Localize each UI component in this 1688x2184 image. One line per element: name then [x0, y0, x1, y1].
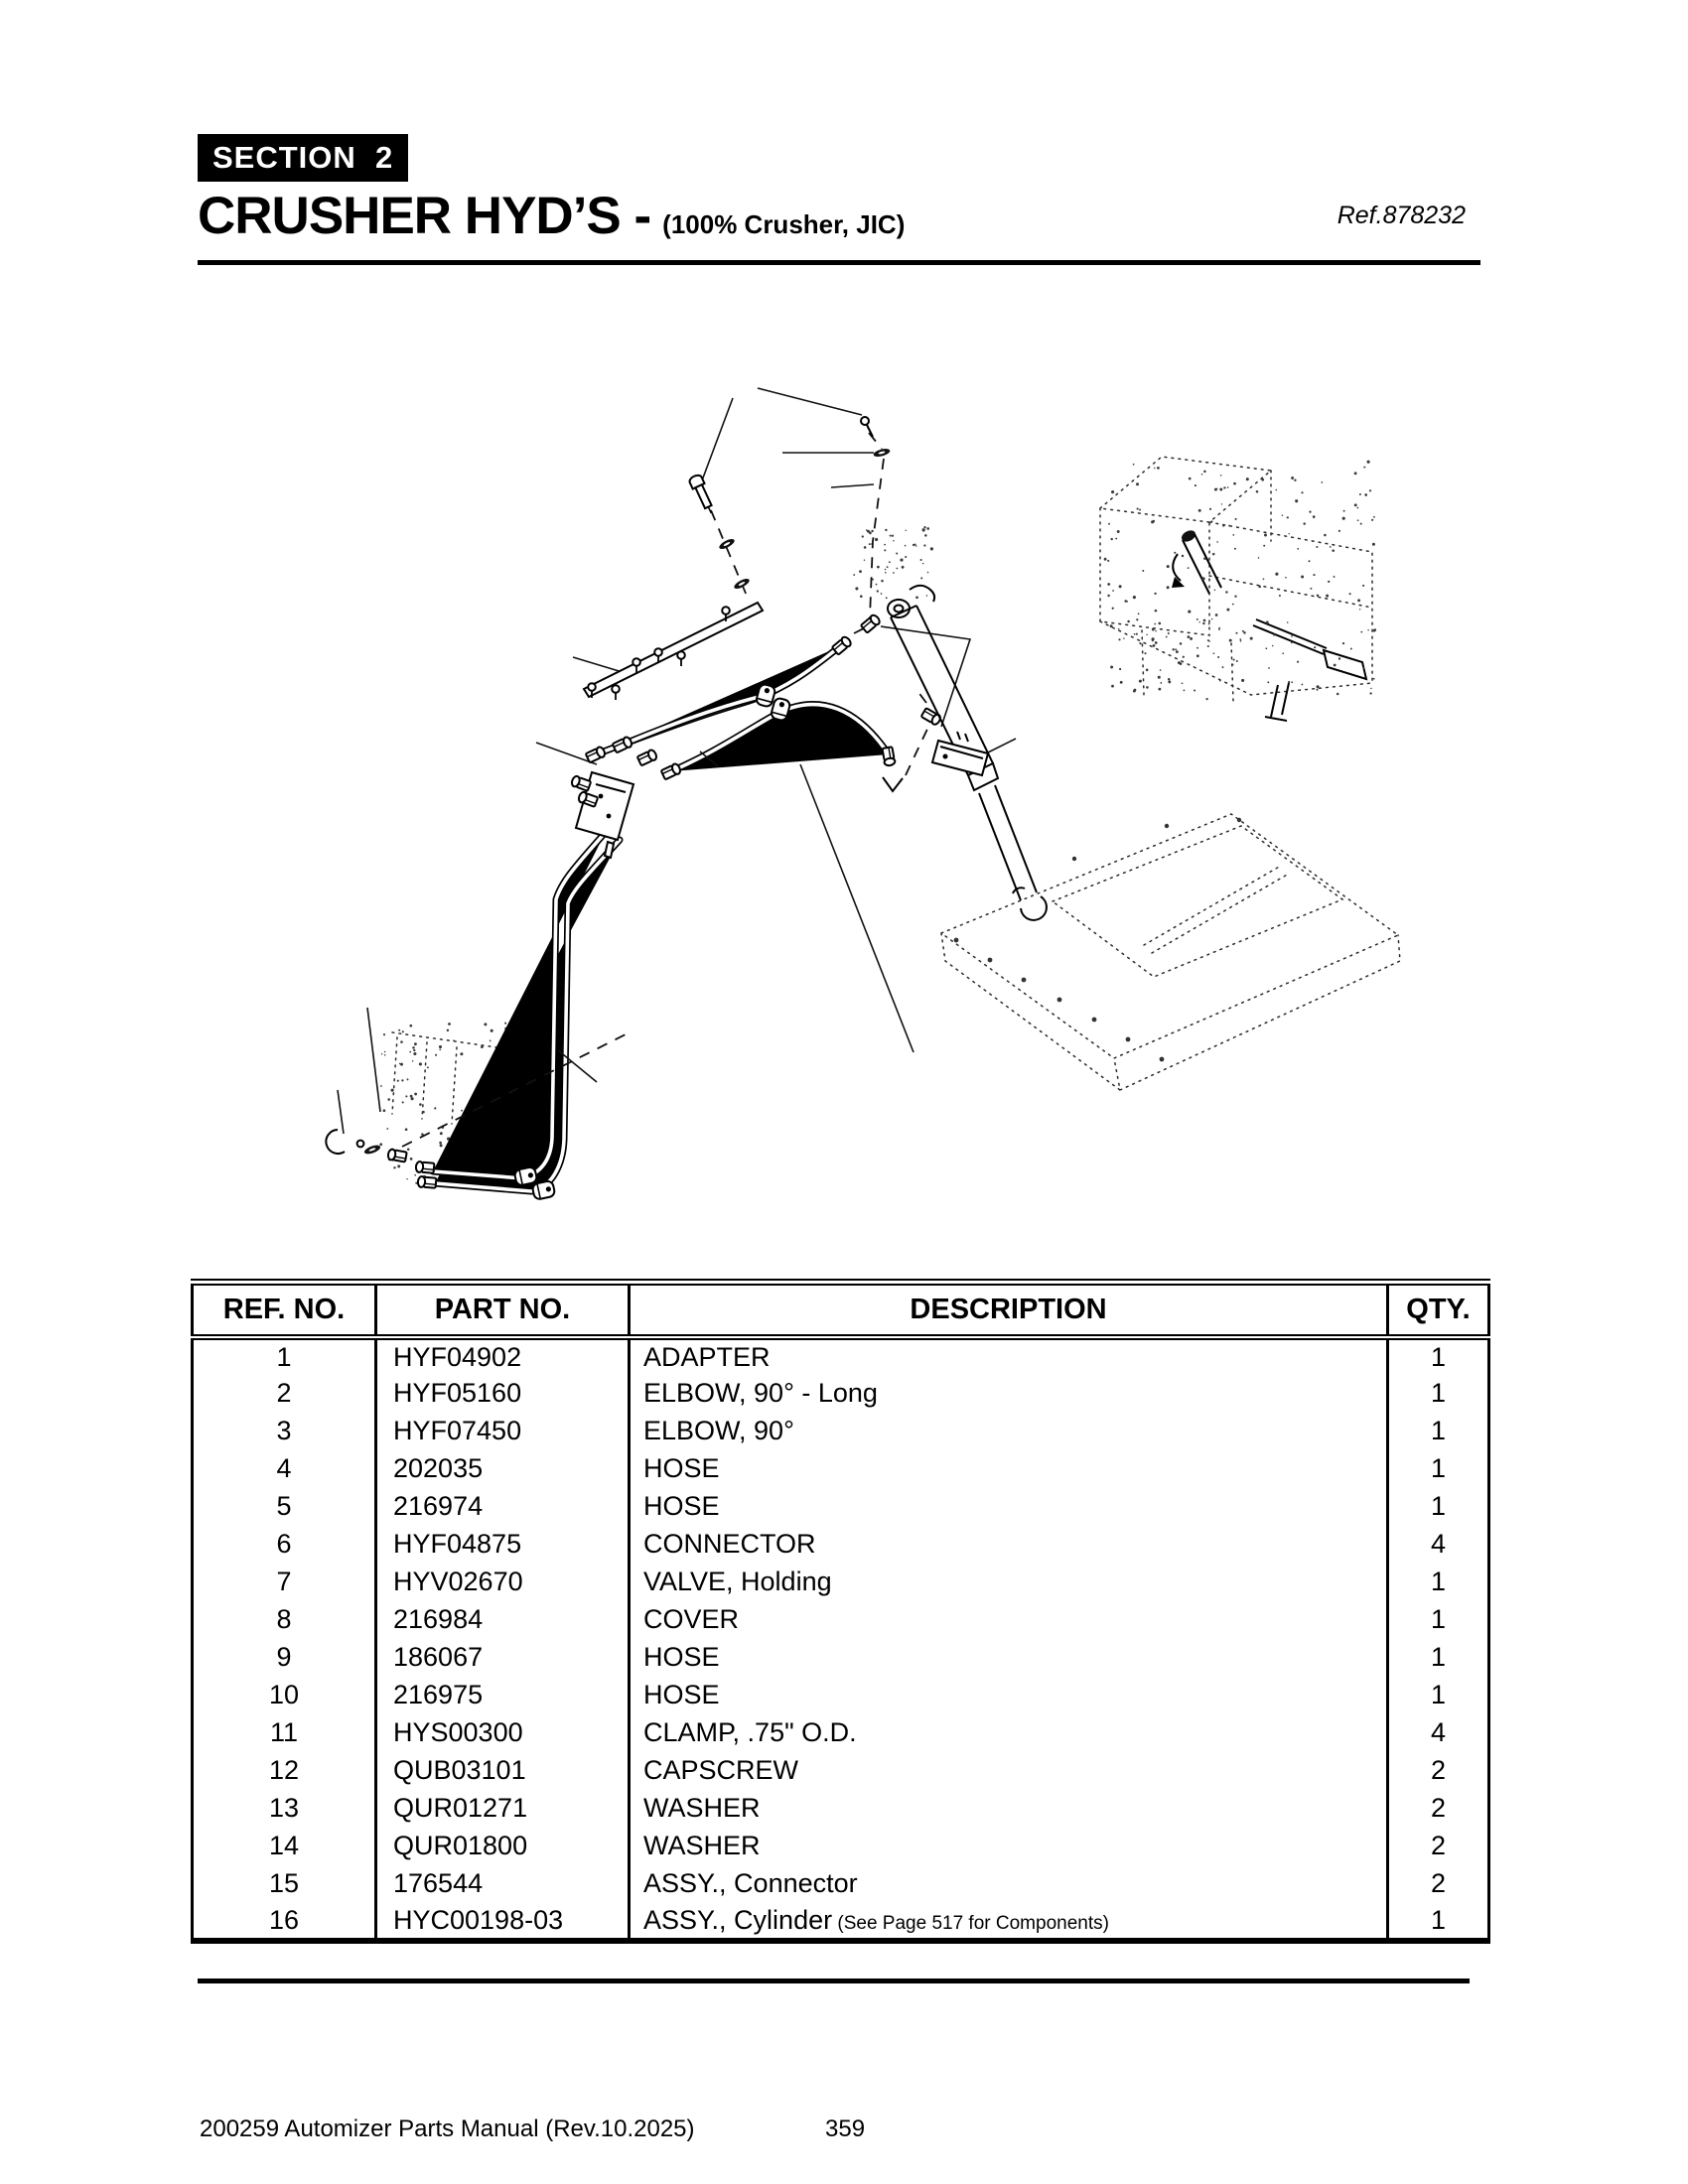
qty-cell: 2 — [1388, 1752, 1489, 1790]
ref-no-cell: 5 — [193, 1488, 376, 1526]
table-header-row — [193, 1283, 1489, 1337]
table-row — [193, 1413, 1489, 1450]
part-no-cell: QUB03101 — [376, 1752, 630, 1790]
qty-cell: 2 — [1388, 1790, 1489, 1828]
table-row — [193, 1337, 1489, 1375]
qty-cell: 1 — [1388, 1450, 1489, 1488]
table-row — [193, 1828, 1489, 1865]
table-row — [193, 1790, 1489, 1828]
table-row — [193, 1375, 1489, 1413]
part-no-cell: QUR01800 — [376, 1828, 630, 1865]
description-cell: ASSY., Connector — [630, 1865, 1388, 1903]
page-subtitle: (100% Crusher, JIC) — [662, 209, 906, 239]
hose-assembly — [433, 646, 903, 1191]
assembly-dashed-lines — [402, 433, 929, 1147]
description-cell: CONNECTOR — [630, 1526, 1388, 1564]
qty-cell: 1 — [1388, 1413, 1489, 1450]
footer-page-number: 359 — [825, 2116, 866, 2142]
qty-cell: 1 — [1388, 1601, 1489, 1639]
page-title: CRUSHER HYD’S - — [198, 187, 651, 245]
exploded-parts-diagram — [199, 377, 1440, 1281]
qty-cell: 1 — [1388, 1337, 1489, 1375]
header-rule — [198, 260, 1480, 265]
table-row — [193, 1677, 1489, 1714]
part-no-cell: 202035 — [376, 1450, 630, 1488]
parts-table — [191, 1279, 1490, 1944]
capscrew-and-washers — [688, 417, 891, 591]
deck-bolt-dots — [954, 818, 1242, 1062]
ref-no-cell: 9 — [193, 1639, 376, 1677]
header-ref-no: REF. NO. — [193, 1283, 376, 1337]
description-cell: CLAMP, .75" O.D. — [630, 1714, 1388, 1752]
table-row — [193, 1903, 1489, 1941]
ref-no-cell: 12 — [193, 1752, 376, 1790]
mount-stipple — [853, 526, 933, 599]
ref-no-cell: 16 — [193, 1903, 376, 1941]
title-row — [198, 189, 1290, 244]
part-no-cell: HYF04902 — [376, 1337, 630, 1375]
description-cell: WASHER — [630, 1790, 1388, 1828]
description-cell: ELBOW, 90° — [630, 1413, 1388, 1450]
description-cell: COVER — [630, 1601, 1388, 1639]
part-no-cell: 216974 — [376, 1488, 630, 1526]
description-cell: ADAPTER — [630, 1337, 1388, 1375]
table-row — [193, 1450, 1489, 1488]
deck-outline-dotted — [941, 814, 1400, 1090]
table-row — [193, 1752, 1489, 1790]
machine-outline-dotted — [1100, 457, 1376, 721]
table-row — [193, 1564, 1489, 1601]
part-no-cell: HYF05160 — [376, 1375, 630, 1413]
ref-no-cell: 15 — [193, 1865, 376, 1903]
section-badge: SECTION 2 — [198, 134, 408, 182]
qty-cell: 2 — [1388, 1865, 1489, 1903]
description-cell: HOSE — [630, 1488, 1388, 1526]
qty-cell: 1 — [1388, 1639, 1489, 1677]
part-no-cell: 216984 — [376, 1601, 630, 1639]
cover-rail — [584, 603, 763, 700]
qty-cell: 1 — [1388, 1903, 1489, 1941]
parts-table-body — [193, 1337, 1489, 1941]
hydraulic-cylinder — [888, 586, 1047, 920]
table-row — [193, 1526, 1489, 1564]
footer-manual-title: 200259 Automizer Parts Manual (Rev.10.2025) — [200, 2116, 695, 2142]
parts-table-section — [191, 1279, 1487, 1944]
description-cell: VALVE, Holding — [630, 1564, 1388, 1601]
ref-no-cell: 11 — [193, 1714, 376, 1752]
description-cell: HOSE — [630, 1677, 1388, 1714]
leader-lines — [338, 388, 1016, 1134]
header-part-no: PART NO. — [376, 1283, 630, 1337]
description-note: (See Page 517 for Components) — [832, 1912, 1109, 1934]
part-no-cell: 176544 — [376, 1865, 630, 1903]
reference-number: Ref.878232 — [1336, 202, 1466, 229]
table-row — [193, 1639, 1489, 1677]
description-cell: CAPSCREW — [630, 1752, 1388, 1790]
footer-rule — [198, 1979, 1470, 1983]
ref-no-cell: 2 — [193, 1375, 376, 1413]
ref-no-cell: 3 — [193, 1413, 376, 1450]
qty-cell: 1 — [1388, 1564, 1489, 1601]
qty-cell: 4 — [1388, 1714, 1489, 1752]
part-no-cell: 186067 — [376, 1639, 630, 1677]
ref-no-cell: 4 — [193, 1450, 376, 1488]
table-row — [193, 1865, 1489, 1903]
ref-no-cell: 8 — [193, 1601, 376, 1639]
qty-cell: 1 — [1388, 1375, 1489, 1413]
qty-cell: 1 — [1388, 1488, 1489, 1526]
ref-no-cell: 10 — [193, 1677, 376, 1714]
description-cell: HOSE — [630, 1450, 1388, 1488]
part-no-cell: HYC00198-03 — [376, 1903, 630, 1941]
ref-no-cell: 7 — [193, 1564, 376, 1601]
header-description: DESCRIPTION — [630, 1283, 1388, 1337]
ref-no-cell: 1 — [193, 1337, 376, 1375]
description-cell: HOSE — [630, 1639, 1388, 1677]
part-no-cell: QUR01271 — [376, 1790, 630, 1828]
ref-no-cell: 14 — [193, 1828, 376, 1865]
part-no-cell: HYV02670 — [376, 1564, 630, 1601]
part-no-cell: HYS00300 — [376, 1714, 630, 1752]
part-no-cell: 216975 — [376, 1677, 630, 1714]
ref-no-cell: 13 — [193, 1790, 376, 1828]
table-row — [193, 1488, 1489, 1526]
part-no-cell: HYF07450 — [376, 1413, 630, 1450]
part-no-cell: HYF04875 — [376, 1526, 630, 1564]
qty-cell: 1 — [1388, 1677, 1489, 1714]
qty-cell: 2 — [1388, 1828, 1489, 1865]
lower-hose-fittings — [326, 1130, 406, 1162]
table-row — [193, 1714, 1489, 1752]
table-row — [193, 1601, 1489, 1639]
description-cell: ASSY., Cylinder (See Page 517 for Components) — [630, 1903, 1388, 1941]
description-cell: WASHER — [630, 1828, 1388, 1865]
holding-valve — [571, 772, 633, 858]
qty-cell: 4 — [1388, 1526, 1489, 1564]
header-qty: QTY. — [1388, 1283, 1489, 1337]
ref-no-cell: 6 — [193, 1526, 376, 1564]
description-cell: ELBOW, 90° - Long — [630, 1375, 1388, 1413]
